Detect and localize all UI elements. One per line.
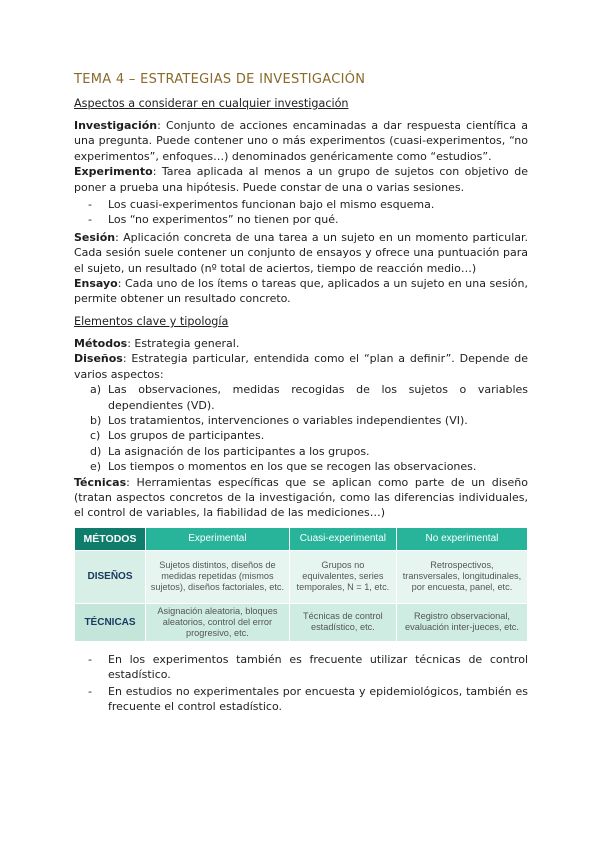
definition-experimento [74,164,528,195]
experimento-bullets [74,197,528,228]
table-header-row [75,527,528,550]
term-disenos: Diseños [74,352,123,366]
term-experimento: Experimento [74,165,153,179]
aspects-list [74,382,528,474]
list-label: b) [90,413,102,427]
typology-table [74,527,528,642]
table-cell: Sujetos distintos, diseños de medidas repetidas (mismos sujetos), diseños factoriales, etc. [146,550,290,603]
list-item: - En estudios no experimentales por encuesta y epidemiológicos, también es frecuente el control estadístico. [88,684,528,715]
list-label: a) [90,383,102,397]
table-cell: Grupos no equivalentes, series temporales, N = 1, etc. [289,550,396,603]
list-text: Los grupos de participantes. [108,429,265,443]
term-ensayo: Ensayo [74,277,118,291]
list-item [90,459,528,474]
list-text: La asignación de los participantes a los grupos. [108,444,370,458]
list-text: Los tiempos o momentos en los que se recogen las observaciones. [108,460,477,474]
list-text: Las observaciones, medidas recogidas de los sujetos o variables dependientes (VD). [108,383,528,412]
list-item: - Los cuasi-experimentos funcionan bajo el mismo esquema. [88,197,528,212]
definition-text: : Conjunto de acciones encaminadas a dar respuesta científica a una pregunta. Puede contener uno o más experimentos (cuasi-experimentos, “no experimentos”, enfoques…) denominados genéricamente como “estudios”. [74,119,528,163]
definition-sesion [74,230,528,276]
table-cell: Asignación aleatoria, bloques aleatorios, control del error progresivo, etc. [146,603,290,641]
table-header-no-experimental: No experimental [396,527,527,550]
term-sesion: Sesión [74,230,116,244]
list-label: e) [90,460,102,474]
definition-text: : Herramientas específicas que se aplican como parte de un diseño (tratan aspectos concretos de la investigación, como las diferencias individuales, el control de variables, la fiabilidad de las mediciones…) [74,475,528,520]
list-item [90,444,528,459]
document-title: TEMA 4 – ESTRATEGIAS DE INVESTIGACIÓN [74,72,366,87]
row-label-tecnicas: TÉCNICAS [75,603,146,641]
final-bullets [74,652,528,715]
section-heading-aspectos: Aspectos a considerar en cualquier investigación [74,97,349,110]
definition-disenos [74,351,528,382]
definition-text: : Aplicación concreta de una tarea a un sujeto en un momento particular. Cada sesión suele contener un conjunto de ensayos y ofrece una puntuación para el sujeto, un resultado (nº total de aciertos, tiempo de reacción medio…) [74,230,528,275]
table-row [75,550,528,603]
list-item: - Los “no experimentos” no tienen por qué. [88,212,528,227]
section-heading-elementos: Elementos clave y tipología [74,314,229,328]
table-header-metodos: MÉTODOS [75,527,146,550]
table-row [75,603,528,641]
definition-text: : Estrategia particular, entendida como el “plan a definir”. Depende de varios aspectos: [74,352,528,381]
list-text: Los tratamientos, intervenciones o variables independientes (VI). [108,413,468,427]
list-item [90,413,528,428]
term-tecnicas: Técnicas [74,475,127,489]
list-label: d) [90,444,102,458]
table-cell: Registro observacional, evaluación inter-jueces, etc. [396,603,527,641]
definition-text: : Cada uno de los ítems o tareas que, aplicados a un sujeto en una sesión, permite obtener un resultado concreto. [74,277,528,306]
list-item [90,382,528,413]
definition-tecnicas [74,475,528,521]
table-header-cuasi: Cuasi-experimental [289,527,396,550]
definition-investigacion [74,118,528,164]
term-investigacion: Investigación [74,119,158,132]
table-cell: Técnicas de control estadístico, etc. [289,603,396,641]
list-item [90,428,528,443]
term-metodos: Métodos [74,336,128,350]
table-header-experimental: Experimental [146,527,290,550]
definition-ensayo [74,276,528,307]
list-label: c) [90,429,101,443]
row-label-disenos: DISEÑOS [75,550,146,603]
list-item: - En los experimentos también es frecuente utilizar técnicas de control estadístico. [88,652,528,683]
definition-metodos [74,336,528,351]
table-cell: Retrospectivos, transversales, longitudinales, por encuesta, panel, etc. [396,550,527,603]
definition-text: : Estrategia general. [127,336,240,350]
document-page [74,72,528,716]
definition-text: : Tarea aplicada al menos a un grupo de sujetos con objetivo de poner a prueba una hipótesis. Puede constar de una o varias sesiones. [74,165,528,194]
